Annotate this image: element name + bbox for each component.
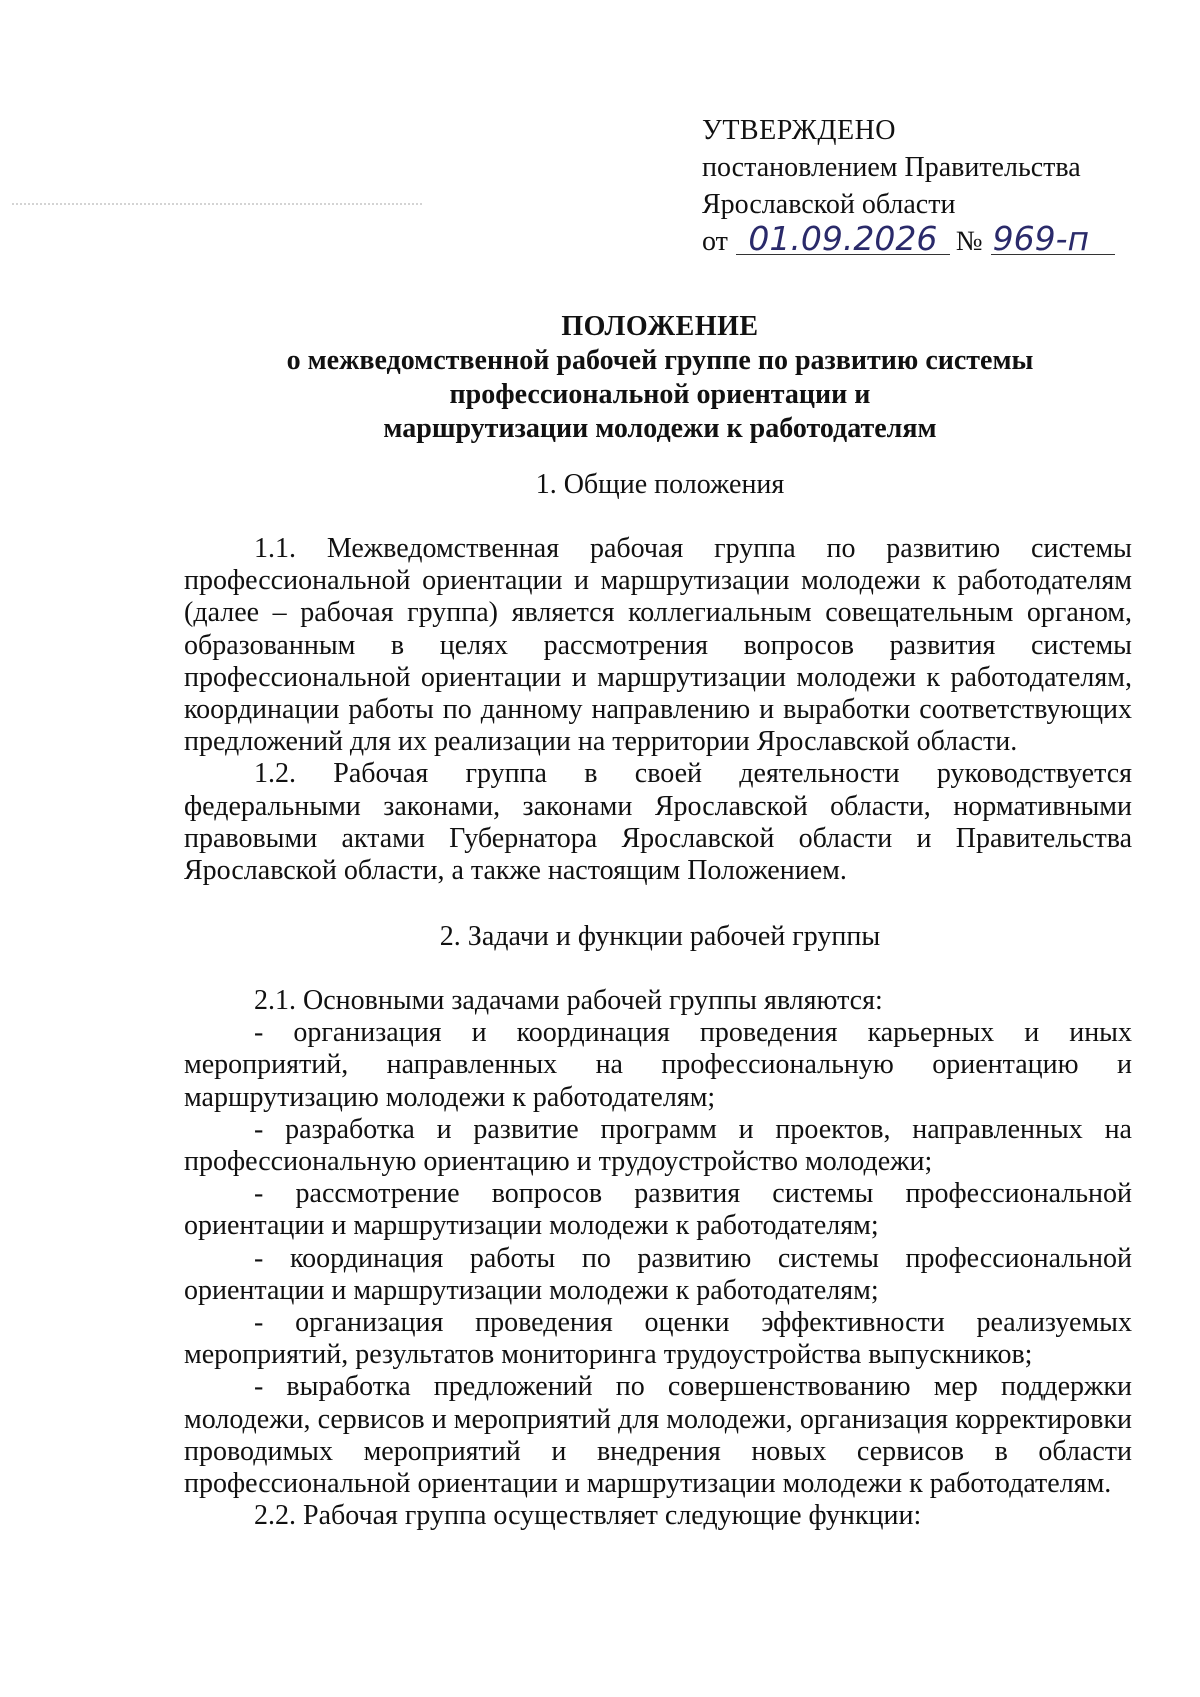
paragraph-1-2: 1.2. Рабочая группа в своей деятельности руководствуется федеральными законами, законами Ярославской области, нормативными правовыми актами Губернатора Ярославской области и Правительства Ярославской области, а также настоящим Положением. — [184, 758, 1132, 887]
section-1-body — [184, 533, 1132, 887]
number-sign: № — [955, 226, 983, 257]
approval-line-2: Ярославской области — [702, 189, 956, 220]
title-main: ПОЛОЖЕНИЕ — [561, 311, 759, 342]
task-item: - организация проведения оценки эффективности реализуемых мероприятий, результатов мониторинга трудоустройства выпускников; — [184, 1307, 1132, 1371]
section-1-heading: 1. Общие положения — [535, 469, 785, 500]
paragraph-2-1: 2.1. Основными задачами рабочей группы являются: — [254, 985, 883, 1016]
section-2-heading: 2. Задачи и функции рабочей группы — [439, 921, 881, 952]
title-line-2: профессиональной ориентации и — [449, 379, 871, 410]
section-2-body — [184, 985, 1132, 1532]
task-item: - выработка предложений по совершенствованию мер поддержки молодежи, сервисов и мероприятий для молодежи, организация корректировки проводимых мероприятий и внедрения новых сервисов в области профессиональной ориентации и маршрутизации молодежи к работодателям. — [184, 1371, 1132, 1500]
title-line-1: о межведомственной рабочей группе по развитию системы — [286, 345, 1034, 376]
faint-dotted-line — [12, 203, 422, 205]
date-prefix: от — [702, 226, 728, 257]
paragraph-2-2: 2.2. Рабочая группа осуществляет следующие функции: — [254, 1500, 922, 1532]
title-line-3: маршрутизации молодежи к работодателям — [383, 413, 937, 444]
paragraph-1-1: 1.1. Межведомственная рабочая группа по развитию системы профессиональной ориентации и маршрутизации молодежи к работодателям (далее – рабочая группа) является коллегиальным совещательным органом, образованным в целях рассмотрения вопросов развития системы профессиональной ориентации и маршрутизации молодежи к работодателям, координации работы по данному направлению и выработки соответствующих предложений для их реализации на территории Ярославской области. — [184, 533, 1132, 758]
task-item: - разработка и развитие программ и проектов, направленных на профессиональную ориентацию и трудоустройство молодежи; — [184, 1113, 1132, 1178]
approval-stamp — [702, 112, 1115, 260]
task-item: - организация и координация проведения карьерных и иных мероприятий, направленных на профессиональную ориентацию и маршрутизацию молодежи к работодателям; — [184, 1017, 1132, 1113]
handwritten-date: 01.09.2026 — [736, 224, 950, 255]
approval-title: УТВЕРЖДЕНО — [702, 115, 897, 146]
document-title — [130, 310, 1190, 446]
task-item: - координация работы по развитию системы профессиональной ориентации и маршрутизации молодежи к работодателям; — [184, 1242, 1132, 1306]
task-item: - рассмотрение вопросов развития системы профессиональной ориентации и маршрутизации молодежи к работодателям; — [184, 1178, 1132, 1242]
approval-line-1: постановлением Правительства — [702, 152, 1081, 183]
handwritten-number: 969-п — [991, 224, 1115, 255]
approval-date-line — [702, 219, 1115, 260]
